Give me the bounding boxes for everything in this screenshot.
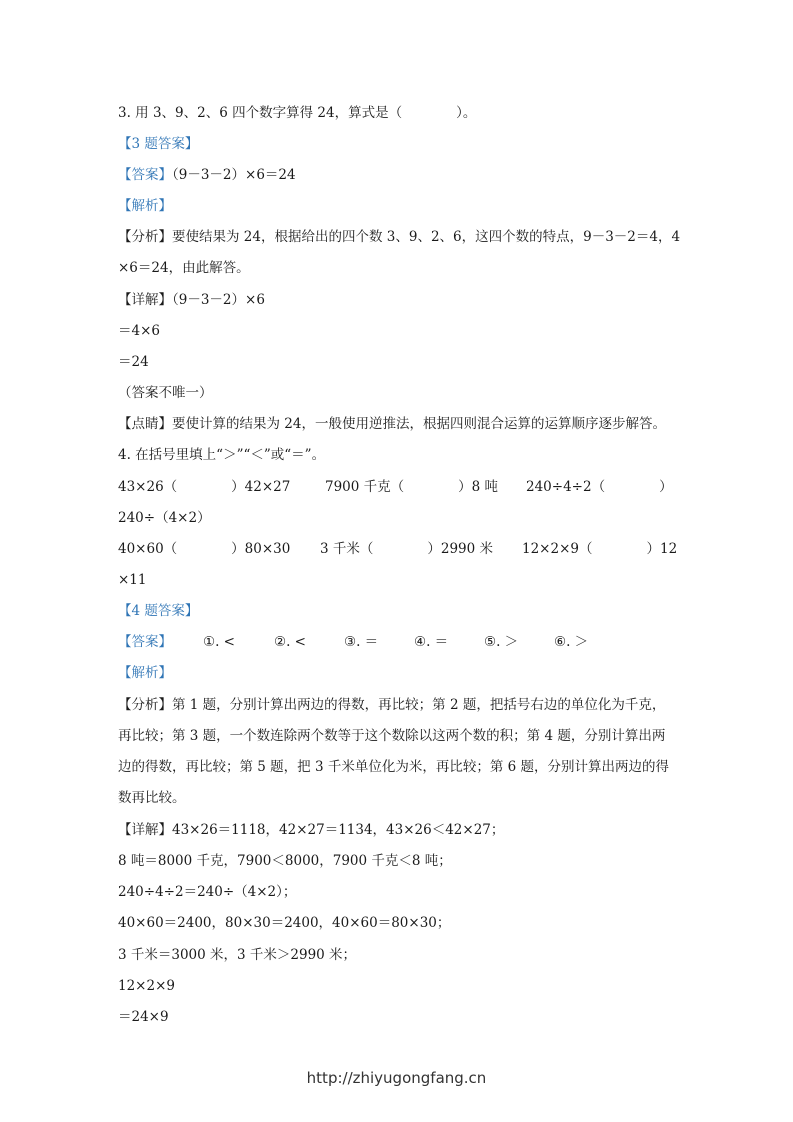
q4-item-6: 12×2×9（ ）12 [522,541,678,557]
q3-answer-header: 【3 题答案】 [118,136,199,152]
q4-item-2: 7900 千克（ ）8 吨 [325,479,499,495]
fenxi-text: 第 1 题，分别计算出两边的得数，再比较；第 2 题，把括号右边的单位化为千克， [172,697,666,713]
q3-dianjing-line [118,415,666,433]
q3-step-1: ＝4×6 [118,323,160,339]
q4-xiangjie-line-2: 8 吨＝8000 千克，7900＜8000，7900 千克＜8 吨； [118,853,452,869]
q4-xiangjie-line-1 [118,821,504,839]
q3-fenxi-line-1 [118,228,680,246]
q4-item-3-cont: 240÷（4×2） [118,510,211,526]
q4-xiangjie-line-6: 12×2×9 [118,978,175,994]
q4-item-5: 3 千米（ ）2990 米 [320,541,494,557]
q4-fenxi-line-4: 数再比较。 [118,790,186,806]
q4-item-4: 40×60（ ）80×30 [118,541,291,557]
q3-xiangjie-line [118,291,265,309]
footer-url: http://zhiyugongfang.cn [306,1069,487,1087]
q4-answer-5: ⑤. ＞ [484,634,519,650]
q4-answer-tag: 【答案】 [118,634,172,650]
fenxi-text: 要使结果为 24，根据给出的四个数 3、9、2、6，这四个数的特点，9－3－2＝4，4 [172,229,681,245]
q3-answer-line [118,166,296,184]
q4-fenxi-line-1 [118,696,665,714]
q4-item-1: 43×26（ ）42×27 [118,479,291,495]
q4-analysis-header: 【解析】 [118,665,172,681]
q4-answer-1: ①. < [203,634,235,650]
xiangjie-text: 43×26＝1118，42×27＝1134，43×26＜42×27； [172,822,505,838]
q4-answer-6: ⑥. ＞ [554,634,589,650]
q4-fenxi-line-2: 再比较；第 3 题，一个数连除两个数等于这个数除以这两个数的积；第 4 题，分别计算出两 [118,728,666,744]
dianjing-tag: 【点睛】 [118,416,172,432]
q3-note: （答案不唯一） [118,385,213,401]
q4-fenxi-line-3: 边的得数，再比较；第 5 题，把 3 千米单位化为米，再比较；第 6 题，分别计算出两边的得 [118,759,670,775]
q4-xiangjie-line-4: 40×60＝2400，80×30＝2400，40×60＝80×30； [118,915,451,931]
dianjing-text: 要使计算的结果为 24，一般使用逆推法，根据四则混合运算的运算顺序逐步解答。 [172,416,666,432]
q4-answer-2: ②. < [274,634,306,650]
xiangjie-tag: 【详解】 [118,822,172,838]
q4-answer-header: 【4 题答案】 [118,603,199,619]
q4-item-6-cont: ×11 [118,572,147,588]
q4-item-3: 240÷4÷2（ ） [526,479,673,495]
q3-analysis-header: 【解析】 [118,198,172,214]
q4-answer-3: ③. ＝ [344,634,379,650]
q3-fenxi-line-2: ×6＝24，由此解答。 [118,260,250,276]
q4-xiangjie-line-5: 3 千米＝3000 米，3 千米＞2990 米； [118,947,357,963]
answer-text: （9－3－2）×6＝24 [172,167,296,183]
q3-stem: 3. 用 3、9、2、6 四个数字算得 24，算式是（ ）。 [118,105,477,121]
answer-tag: 【答案】 [118,167,172,183]
q4-xiangjie-line-3: 240÷4÷2＝240÷（4×2）； [118,884,297,900]
xiangjie-text: （9－3－2）×6 [172,292,265,308]
q3-step-2: ＝24 [118,354,149,370]
xiangjie-tag: 【详解】 [118,292,172,308]
q4-answer-4: ④. ＝ [414,634,449,650]
q4-stem: 4. 在括号里填上“＞”“＜”或“＝”。 [118,447,326,463]
fenxi-tag: 【分析】 [118,229,172,245]
q4-xiangjie-line-7: ＝24×9 [118,1009,169,1025]
fenxi-tag: 【分析】 [118,697,172,713]
